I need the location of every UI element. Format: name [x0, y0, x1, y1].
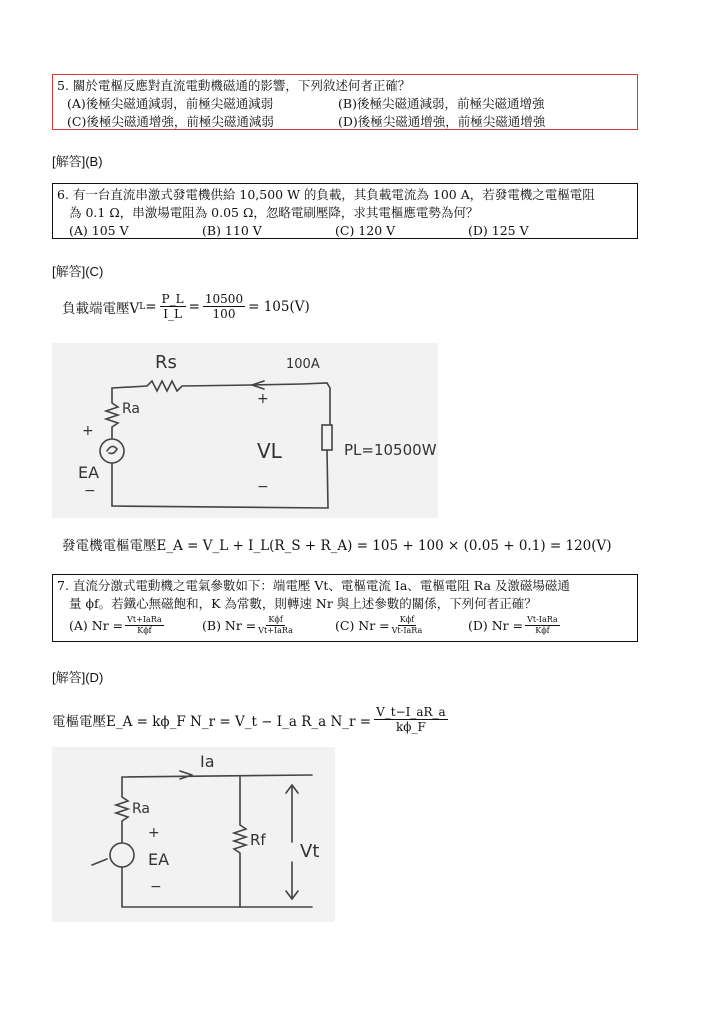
q7-formula: [52, 705, 451, 734]
label-ra: Ra: [132, 801, 150, 817]
q5-answer: [解答](B): [52, 154, 103, 169]
q6-answer: [解答](C): [52, 264, 104, 279]
q5-option-a: (A)後極尖磁通減弱，前極尖磁通減弱: [67, 96, 274, 111]
formula1-prefix: 負載端電壓V: [62, 300, 140, 317]
question-6-line2: 為 0.1 Ω，串激場電阻為 0.05 Ω，忽略電刷壓降，求其電樞應電勢為何？: [69, 205, 479, 220]
q6-option-d: (D) 125 V: [468, 223, 529, 238]
question-7-box: [52, 574, 638, 642]
q6-formula-armature-voltage: 發電機電樞電壓E_A = V_L + I_L(R_S + R_A) = 105 + 100 × (0.05 + 0.1) = 120(V): [62, 538, 612, 554]
question-6-line1: 6. 有一台直流串激式發電機供給 10,500 W 的負載，其負載電流為 100 A，若發電機之電樞電阻: [57, 187, 595, 202]
label-vl: VL: [257, 439, 282, 463]
shunt-motor-circuit-diagram: [52, 747, 335, 922]
formula1-frac2: $\frac{10500}{100}$: [204, 292, 244, 321]
label-plus-left: +: [82, 423, 94, 439]
question-7-line2: 量 ϕf。若鐵心無磁飽和，K 為常數，則轉速 Nr 與上述參數的關係，下列何者正確？: [69, 596, 537, 611]
label-plus: +: [148, 825, 160, 841]
q6-option-a: (A) 105 V: [69, 223, 129, 238]
q6-circuit-photo: [52, 343, 438, 518]
series-generator-circuit-diagram: [52, 343, 438, 518]
label-minus-left: −: [84, 483, 96, 499]
q5-option-c: (C)後極尖磁通增強，前極尖磁通減弱: [67, 114, 274, 129]
label-minus: −: [150, 879, 162, 895]
q5-option-b: (B)後極尖磁通減弱，前極尖磁通增強: [338, 96, 545, 111]
formula1-eq: =: [145, 298, 157, 315]
q7-option-d: (D) Nr = Vt-IaRa Kϕf: [468, 615, 558, 635]
q6-formula-load-voltage: [62, 292, 310, 321]
label-rf: Rf: [250, 831, 266, 849]
formula1-eq2: =: [188, 298, 200, 315]
q5-option-d: (D)後極尖磁通增強，前極尖磁通增強: [338, 114, 546, 129]
label-pl: PL=10500W: [344, 441, 437, 459]
q6-option-b: (B) 110 V: [202, 223, 262, 238]
label-ea: EA: [78, 463, 100, 482]
question-6-box: [52, 183, 638, 239]
question-7-line1: 7. 直流分激式電動機之電氣參數如下：端電壓 Vt、電樞電流 Ia、電樞電阻 Ra 及激磁場磁通: [57, 578, 570, 593]
question-5-box: [52, 74, 638, 130]
label-ea: EA: [148, 850, 170, 869]
label-plus-top: +: [257, 391, 269, 407]
label-vt: Vt: [300, 841, 320, 862]
q7-answer: [解答](D): [52, 670, 104, 685]
label-current: 100A: [286, 357, 320, 372]
label-minus-bottom: −: [257, 479, 269, 495]
q6-option-c: (C) 120 V: [335, 223, 396, 238]
q7-option-a: (A) Nr = Vt+IaRa Kϕf: [69, 615, 162, 635]
label-ra: Ra: [122, 401, 140, 417]
q7-option-b: (B) Nr = Kϕf Vt+IaRa: [202, 615, 293, 635]
q7-option-c: (C) Nr = Kϕf Vt-IaRa: [335, 615, 423, 635]
q7-circuit-photo: [52, 747, 335, 922]
q7-formula-text: 電樞電壓E_A = kϕ_F N_r = V_t − I_a R_a N_r =: [52, 713, 372, 730]
label-rs: Rs: [155, 352, 177, 373]
formula1-frac1: $\frac{P\_L}{I\_L}$: [161, 292, 184, 321]
formula1-sub: L: [139, 301, 146, 312]
question-5-text: 5. 關於電樞反應對直流電動機磁通的影響，下列敘述何者正確？: [57, 78, 411, 93]
q7-formula-frac: $\frac{V\_t-I\_aR\_a}{k\phi\_F}$: [376, 705, 446, 734]
label-ia: Ia: [200, 752, 215, 771]
formula1-result: = 105(V): [248, 298, 310, 315]
